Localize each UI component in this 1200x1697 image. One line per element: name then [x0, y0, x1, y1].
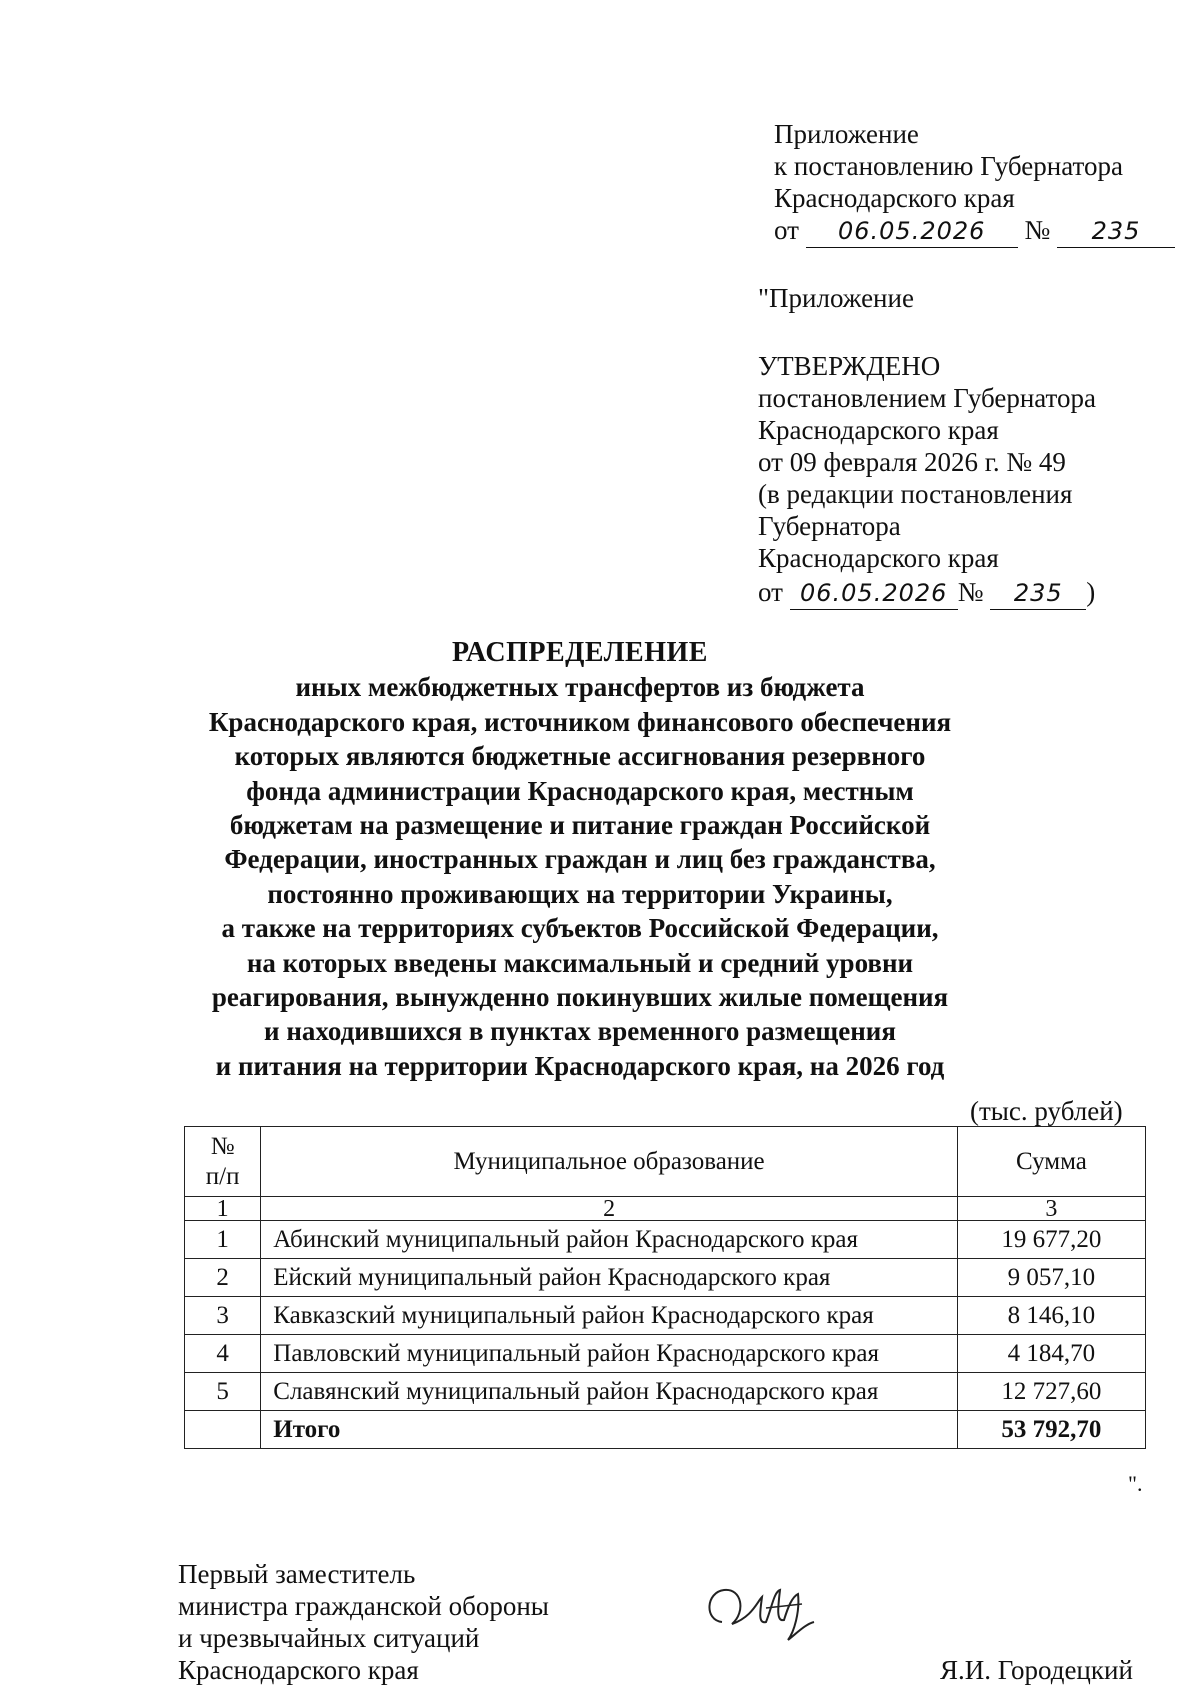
appendix-label: Приложение	[774, 119, 919, 149]
row-sum: 4 184,70	[957, 1335, 1145, 1373]
distribution-table	[184, 1126, 1146, 1449]
revision-line-3: Краснодарского края	[758, 543, 999, 573]
total-sum: 53 792,70	[957, 1411, 1145, 1449]
column-number: 3	[957, 1197, 1145, 1221]
table-row	[185, 1335, 1146, 1373]
approved-by: постановлением Губернатора	[758, 383, 1096, 413]
handwritten-number: 235	[1057, 215, 1175, 248]
table-units: (тыс. рублей)	[970, 1096, 1123, 1126]
table-row	[185, 1221, 1146, 1259]
row-sum: 19 677,20	[957, 1221, 1145, 1259]
row-name: Кавказский муниципальный район Краснодарского края	[261, 1297, 958, 1335]
row-sum: 8 146,10	[957, 1297, 1145, 1335]
column-number: 2	[261, 1197, 958, 1221]
appendix-date-line	[774, 214, 1175, 248]
appendix-region: Краснодарского края	[774, 183, 1015, 213]
handwritten-date: 06.05.2026	[806, 215, 1018, 248]
document-title	[150, 636, 1010, 1083]
title-line: фонда администрации Краснодарского края, местным	[246, 775, 914, 806]
row-num: 5	[185, 1373, 261, 1411]
approved-label: УТВЕРЖДЕНО	[758, 351, 941, 381]
title-line: и находившихся в пунктах временного размещения	[264, 1016, 896, 1047]
revision-date-line	[758, 576, 1095, 610]
row-name: Павловский муниципальный район Краснодарского края	[261, 1335, 958, 1373]
title-line: иных межбюджетных трансфертов из бюджета	[295, 672, 865, 703]
title-line: на которых введены максимальный и средний уровни	[246, 947, 914, 978]
header-num: № п/п	[185, 1127, 261, 1197]
title-main: РАСПРЕДЕЛЕНИЕ	[452, 637, 708, 668]
column-numbers-row	[185, 1197, 1146, 1221]
quoted-appendix: "Приложение	[758, 283, 914, 313]
signer-position-3: и чрезвычайных ситуаций	[178, 1623, 480, 1653]
row-num: 2	[185, 1259, 261, 1297]
close-paren: )	[1086, 577, 1096, 607]
row-name: Абинский муниципальный район Краснодарского края	[261, 1221, 958, 1259]
title-line: которых являются бюджетные ассигнования резервного	[234, 741, 926, 772]
row-num: 1	[185, 1221, 261, 1259]
header-sum: Сумма	[957, 1127, 1145, 1197]
original-date: от 09 февраля 2026 г. № 49	[758, 447, 1066, 477]
row-name: Ейский муниципальный район Краснодарского края	[261, 1259, 958, 1297]
table-row	[185, 1297, 1146, 1335]
handwritten-signature	[702, 1562, 822, 1652]
date-prefix: от	[774, 215, 799, 245]
title-line: и питания на территории Краснодарского края, на 2026 год	[215, 1050, 945, 1081]
signer-position-4: Краснодарского края	[178, 1655, 419, 1685]
table-row	[185, 1259, 1146, 1297]
handwritten-revision-number: 235	[990, 577, 1086, 610]
total-label: Итого	[261, 1411, 958, 1449]
revision-date-prefix: от	[758, 577, 783, 607]
end-quote: ".	[1128, 1471, 1143, 1496]
title-line: реагирования, вынужденно покинувших жилые помещения	[211, 982, 949, 1013]
row-sum: 12 727,60	[957, 1373, 1145, 1411]
table-total-row	[185, 1411, 1146, 1449]
title-line: а также на территориях субъектов Российской Федерации,	[221, 913, 939, 944]
handwritten-revision-date: 06.05.2026	[790, 577, 958, 610]
signer-position-2: министра гражданской обороны	[178, 1591, 549, 1621]
signer-name: Я.И. Городецкий	[940, 1655, 1133, 1685]
row-num: 3	[185, 1297, 261, 1335]
table-header-row	[185, 1127, 1146, 1197]
appendix-resolution: к постановлению Губернатора	[774, 151, 1123, 181]
title-line: бюджетам на размещение и питание граждан Российской	[229, 810, 931, 841]
title-line: постоянно проживающих на территории Украины,	[267, 878, 893, 909]
row-sum: 9 057,10	[957, 1259, 1145, 1297]
total-num	[185, 1411, 261, 1449]
title-line: Федерации, иностранных граждан и лиц без гражданства,	[224, 844, 936, 875]
approved-region: Краснодарского края	[758, 415, 999, 445]
title-line: Краснодарского края, источником финансового обеспечения	[208, 706, 952, 737]
revision-line-2: Губернатора	[758, 511, 901, 541]
number-prefix: №	[1024, 215, 1051, 245]
revision-line-1: (в редакции постановления	[758, 479, 1073, 509]
row-num: 4	[185, 1335, 261, 1373]
revision-number-prefix: №	[957, 577, 984, 607]
column-number: 1	[185, 1197, 261, 1221]
signer-position-1: Первый заместитель	[178, 1559, 416, 1589]
table-row	[185, 1373, 1146, 1411]
header-name: Муниципальное образование	[261, 1127, 958, 1197]
row-name: Славянский муниципальный район Краснодарского края	[261, 1373, 958, 1411]
